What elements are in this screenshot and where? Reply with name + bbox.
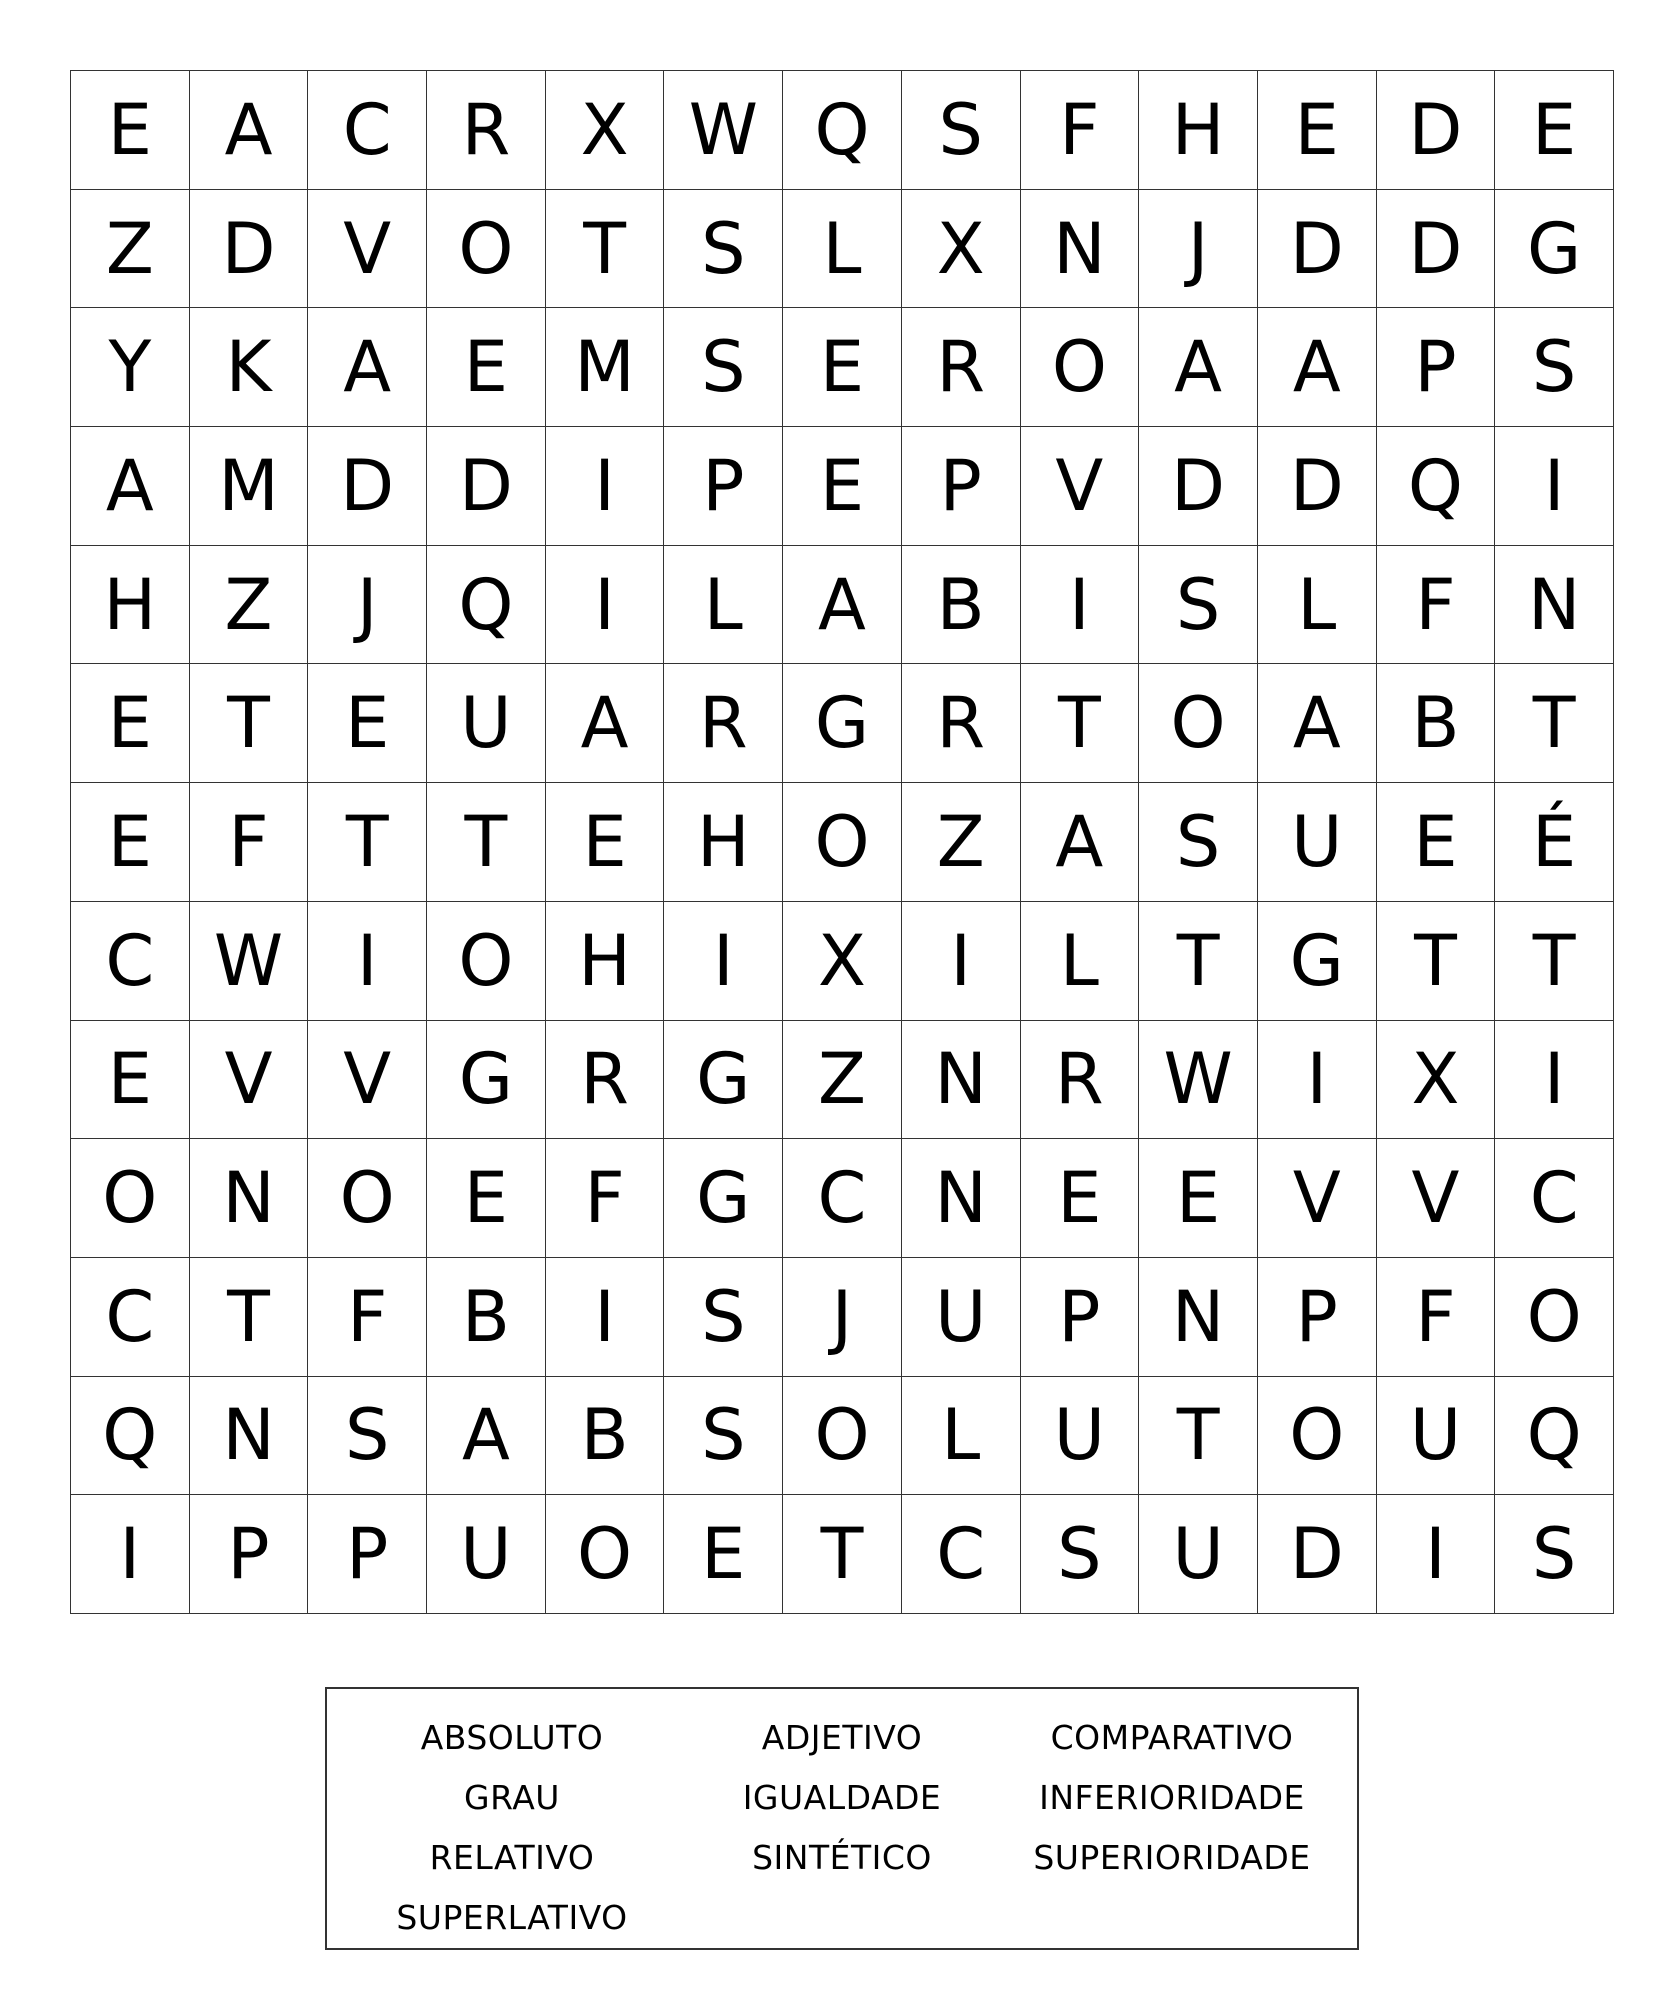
grid-cell[interactable]: I (308, 902, 427, 1021)
grid-cell[interactable]: X (1377, 1021, 1496, 1140)
grid-cell[interactable]: Z (190, 546, 309, 665)
grid-cell[interactable]: S (308, 1377, 427, 1496)
grid-cell[interactable]: K (190, 308, 309, 427)
grid-cell[interactable]: N (902, 1021, 1021, 1140)
grid-cell[interactable]: E (1139, 1139, 1258, 1258)
grid-cell[interactable]: N (190, 1377, 309, 1496)
grid-cell[interactable]: F (190, 783, 309, 902)
grid-cell[interactable]: R (902, 664, 1021, 783)
grid-cell[interactable]: C (783, 1139, 902, 1258)
grid-cell[interactable]: J (783, 1258, 902, 1377)
grid-cell[interactable]: T (427, 783, 546, 902)
word-list-item: SUPERIORIDADE (1033, 1837, 1311, 1877)
grid-cell[interactable]: J (1139, 190, 1258, 309)
grid-cell[interactable]: E (71, 664, 190, 783)
grid-cell[interactable]: O (783, 1377, 902, 1496)
grid-cell[interactable]: I (1495, 1021, 1614, 1140)
grid-cell[interactable]: G (1258, 902, 1377, 1021)
grid-cell[interactable]: S (902, 71, 1021, 190)
grid-cell[interactable]: A (1021, 783, 1140, 902)
grid-cell[interactable]: S (1495, 1495, 1614, 1614)
grid-cell[interactable]: H (664, 783, 783, 902)
grid-cell[interactable]: P (1258, 1258, 1377, 1377)
grid-cell[interactable]: S (1139, 783, 1258, 902)
grid-cell[interactable]: E (1495, 71, 1614, 190)
grid-cell[interactable]: E (546, 783, 665, 902)
grid-cell[interactable]: I (902, 902, 1021, 1021)
grid-cell[interactable]: I (546, 546, 665, 665)
grid-cell[interactable]: F (1377, 1258, 1496, 1377)
grid-cell[interactable]: T (1377, 902, 1496, 1021)
grid-cell[interactable]: P (664, 427, 783, 546)
grid-cell[interactable]: X (546, 71, 665, 190)
grid-cell[interactable]: I (1021, 546, 1140, 665)
grid-cell[interactable]: O (1495, 1258, 1614, 1377)
grid-cell[interactable]: B (902, 546, 1021, 665)
grid-cell[interactable]: D (308, 427, 427, 546)
grid-cell[interactable]: E (308, 664, 427, 783)
grid-cell[interactable]: U (902, 1258, 1021, 1377)
grid-cell[interactable]: T (1139, 902, 1258, 1021)
grid-cell[interactable]: V (1258, 1139, 1377, 1258)
grid-cell[interactable]: I (1377, 1495, 1496, 1614)
grid-cell[interactable]: E (783, 308, 902, 427)
grid-cell[interactable]: D (1377, 71, 1496, 190)
grid-cell[interactable]: F (546, 1139, 665, 1258)
grid-cell[interactable]: R (664, 664, 783, 783)
word-list-item: ABSOLUTO (420, 1717, 604, 1757)
grid-cell[interactable]: V (308, 190, 427, 309)
grid-cell[interactable]: G (664, 1021, 783, 1140)
grid-cell[interactable]: A (308, 308, 427, 427)
grid-cell[interactable]: D (1258, 190, 1377, 309)
grid-cell[interactable]: O (308, 1139, 427, 1258)
grid-cell[interactable]: G (1495, 190, 1614, 309)
grid-cell[interactable]: Z (902, 783, 1021, 902)
grid-cell[interactable]: H (71, 546, 190, 665)
grid-cell[interactable]: I (546, 1258, 665, 1377)
grid-cell[interactable]: A (783, 546, 902, 665)
grid-cell[interactable]: U (427, 1495, 546, 1614)
grid-cell[interactable]: A (71, 427, 190, 546)
word-list (325, 1687, 1359, 1950)
grid-cell[interactable]: T (1495, 664, 1614, 783)
grid-cell[interactable]: W (1139, 1021, 1258, 1140)
grid-cell[interactable]: Q (71, 1377, 190, 1496)
grid-cell[interactable]: S (1021, 1495, 1140, 1614)
grid-cell[interactable]: C (1495, 1139, 1614, 1258)
grid-cell[interactable]: S (1139, 546, 1258, 665)
word-list-item: INFERIORIDADE (1039, 1777, 1305, 1817)
grid-cell[interactable]: N (902, 1139, 1021, 1258)
grid-cell[interactable]: I (546, 427, 665, 546)
grid-cell[interactable]: O (71, 1139, 190, 1258)
word-list-item: RELATIVO (429, 1837, 595, 1877)
grid-cell[interactable]: L (1258, 546, 1377, 665)
grid-cell[interactable]: P (1021, 1258, 1140, 1377)
grid-cell[interactable]: S (664, 308, 783, 427)
grid-cell[interactable]: L (664, 546, 783, 665)
grid-cell[interactable]: L (902, 1377, 1021, 1496)
grid-cell[interactable]: C (308, 71, 427, 190)
grid-cell[interactable]: F (308, 1258, 427, 1377)
grid-cell[interactable]: T (1495, 902, 1614, 1021)
grid-cell[interactable]: Y (71, 308, 190, 427)
grid-cell[interactable]: I (1495, 427, 1614, 546)
grid-cell[interactable]: U (427, 664, 546, 783)
grid-cell[interactable]: T (783, 1495, 902, 1614)
grid-cell[interactable]: H (1139, 71, 1258, 190)
grid-cell[interactable]: W (664, 71, 783, 190)
grid-cell[interactable]: I (71, 1495, 190, 1614)
grid-cell[interactable]: E (71, 1021, 190, 1140)
grid-cell[interactable]: T (190, 1258, 309, 1377)
word-list-item: ADJETIVO (761, 1717, 923, 1757)
grid-cell[interactable]: U (1021, 1377, 1140, 1496)
grid-cell[interactable]: X (783, 902, 902, 1021)
grid-cell[interactable]: V (1021, 427, 1140, 546)
grid-cell[interactable]: R (546, 1021, 665, 1140)
grid-cell[interactable]: C (71, 902, 190, 1021)
grid-cell[interactable]: P (308, 1495, 427, 1614)
grid-cell[interactable]: Z (783, 1021, 902, 1140)
grid-cell[interactable]: C (902, 1495, 1021, 1614)
grid-cell[interactable]: E (71, 71, 190, 190)
grid-cell[interactable]: E (1021, 1139, 1140, 1258)
grid-cell[interactable]: I (664, 902, 783, 1021)
grid-cell[interactable]: D (1377, 190, 1496, 309)
word-list-item: IGUALDADE (742, 1777, 942, 1817)
grid-cell[interactable]: O (546, 1495, 665, 1614)
grid-cell[interactable]: M (546, 308, 665, 427)
grid-cell[interactable]: O (1258, 1377, 1377, 1496)
grid-cell[interactable]: R (1021, 1021, 1140, 1140)
grid-cell[interactable]: J (308, 546, 427, 665)
grid-cell[interactable]: O (783, 783, 902, 902)
grid-cell[interactable]: X (902, 190, 1021, 309)
grid-cell[interactable]: E (71, 783, 190, 902)
grid-cell[interactable]: Q (1495, 1377, 1614, 1496)
grid-cell[interactable]: E (664, 1495, 783, 1614)
grid-cell[interactable]: E (1377, 783, 1496, 902)
word-list-item: GRAU (464, 1777, 560, 1817)
grid-cell[interactable]: A (190, 71, 309, 190)
grid-cell[interactable]: S (664, 190, 783, 309)
grid-cell[interactable]: M (190, 427, 309, 546)
grid-cell[interactable]: P (902, 427, 1021, 546)
grid-cell[interactable]: Q (427, 546, 546, 665)
grid-cell[interactable]: F (1021, 71, 1140, 190)
grid-cell[interactable]: É (1495, 783, 1614, 902)
grid-cell[interactable]: G (783, 664, 902, 783)
grid-cell[interactable]: Z (71, 190, 190, 309)
grid-cell[interactable]: E (783, 427, 902, 546)
grid-cell[interactable]: I (1258, 1021, 1377, 1140)
grid-cell[interactable]: D (1139, 427, 1258, 546)
grid-cell[interactable]: V (308, 1021, 427, 1140)
grid-cell[interactable]: E (427, 308, 546, 427)
grid-cell[interactable]: Q (783, 71, 902, 190)
grid-cell[interactable]: N (1021, 190, 1140, 309)
grid-cell[interactable]: A (1258, 664, 1377, 783)
grid-cell[interactable]: R (427, 71, 546, 190)
grid-cell[interactable]: U (1139, 1495, 1258, 1614)
grid-cell[interactable]: T (308, 783, 427, 902)
grid-cell[interactable]: D (1258, 427, 1377, 546)
grid-cell[interactable]: N (190, 1139, 309, 1258)
grid-cell[interactable]: L (783, 190, 902, 309)
grid-cell[interactable]: D (427, 427, 546, 546)
grid-cell[interactable]: G (664, 1139, 783, 1258)
grid-cell[interactable]: A (1139, 308, 1258, 427)
grid-cell[interactable]: T (190, 664, 309, 783)
grid-cell[interactable]: F (1377, 546, 1496, 665)
grid-cell[interactable]: H (546, 902, 665, 1021)
word-list-item: SINTÉTICO (752, 1837, 932, 1877)
grid-cell[interactable]: S (664, 1377, 783, 1496)
grid-cell[interactable]: A (427, 1377, 546, 1496)
grid-cell[interactable]: A (1258, 308, 1377, 427)
grid-cell[interactable]: B (1377, 664, 1496, 783)
grid-cell[interactable]: P (190, 1495, 309, 1614)
grid-cell[interactable]: T (546, 190, 665, 309)
grid-cell[interactable]: B (427, 1258, 546, 1377)
grid-cell[interactable]: D (1258, 1495, 1377, 1614)
grid-cell[interactable]: A (546, 664, 665, 783)
word-list-item: SUPERLATIVO (396, 1897, 628, 1937)
grid-cell[interactable]: T (1021, 664, 1140, 783)
grid-cell[interactable]: G (427, 1021, 546, 1140)
grid-cell[interactable]: B (546, 1377, 665, 1496)
grid-cell[interactable]: V (190, 1021, 309, 1140)
grid-cell[interactable]: E (1258, 71, 1377, 190)
grid-cell[interactable]: S (664, 1258, 783, 1377)
letter-grid (70, 70, 1614, 1614)
word-list-item: COMPARATIVO (1050, 1717, 1294, 1757)
grid-cell[interactable]: D (190, 190, 309, 309)
grid-cell[interactable]: U (1377, 1377, 1496, 1496)
grid-cell[interactable]: C (71, 1258, 190, 1377)
grid-cell[interactable]: Q (1377, 427, 1496, 546)
grid-cell[interactable]: U (1258, 783, 1377, 902)
grid-cell[interactable]: R (902, 308, 1021, 427)
grid-cell[interactable]: T (1139, 1377, 1258, 1496)
grid-cell[interactable]: L (1021, 902, 1140, 1021)
grid-cell[interactable]: O (427, 902, 546, 1021)
grid-cell[interactable]: O (1021, 308, 1140, 427)
grid-cell[interactable]: P (1377, 308, 1496, 427)
grid-cell[interactable]: E (427, 1139, 546, 1258)
grid-cell[interactable]: N (1495, 546, 1614, 665)
grid-cell[interactable]: O (1139, 664, 1258, 783)
grid-cell[interactable]: V (1377, 1139, 1496, 1258)
grid-cell[interactable]: N (1139, 1258, 1258, 1377)
grid-cell[interactable]: S (1495, 308, 1614, 427)
grid-cell[interactable]: W (190, 902, 309, 1021)
grid-cell[interactable]: O (427, 190, 546, 309)
